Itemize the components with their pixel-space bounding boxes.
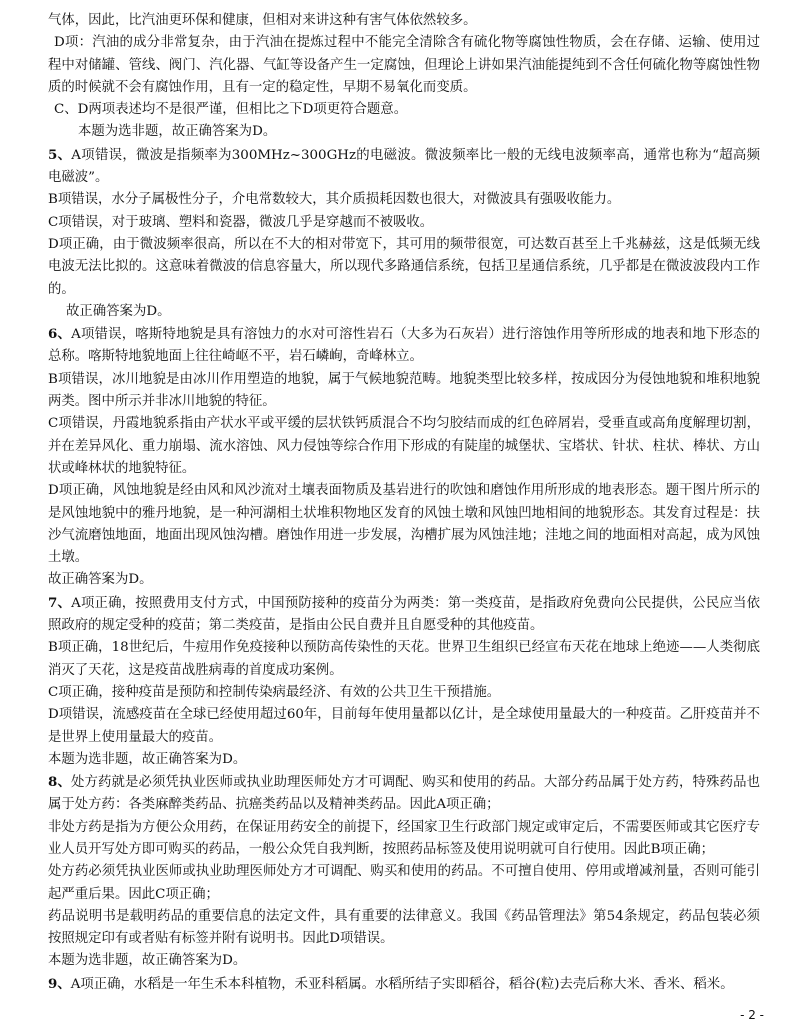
paragraph: [48, 682, 760, 704]
paragraph: [48, 771, 760, 817]
paragraph-text: C项错误，对于玻璃、塑料和瓷器，微波几乎是穿越而不被吸收。: [48, 214, 434, 230]
paragraph: [48, 234, 760, 301]
paragraph-text: A项正确，按照费用支付方式，中国预防接种的疫苗分为两类：第一类疫苗，是指政府免费向公民提供，公民应当依照政府的规定受种的疫苗；第二类疫苗，是指由公民自费并且自愿受种的其他疫苗。: [48, 595, 760, 634]
paragraph-text: A项正确，水稻是一年生禾本科植物，禾亚科稻属。水稻所结子实即稻谷，稻谷(粒)去壳后称大米、香米、稻米。: [70, 976, 734, 992]
question-number: 6、: [48, 326, 72, 343]
paragraph-text: 气体，因此，比汽油更环保和健康，但相对来讲这种有害气体依然较多。: [48, 13, 477, 28]
paragraph-text: B项正确，18世纪后，牛痘用作免疫接种以预防高传染性的天花。世界卫生组织已经宣布天花在地球上绝迹——人类彻底消灭了天花，这是疫苗战胜病毒的首度成功案例。: [48, 640, 760, 678]
paragraph: [48, 144, 760, 190]
paragraph-text: D项：汽油的成分非常复杂，由于汽油在提炼过程中不能完全清除含有硫化物等腐蚀性物质，会在存储、运输、使用过程中对储罐、管线、阀门、汽化器、气缸等设备产生一定腐蚀，但理论上讲如果汽油能提纯到不含任何硫化物等腐蚀性物质的时候就不会有腐蚀作用，且有一定的稳定性，早期不易氧化而变质。: [48, 35, 760, 95]
paragraph-text: C项正确，接种疫苗是预防和控制传染病最经济、有效的公共卫生干预措施。: [48, 684, 501, 700]
question-number: 9、: [48, 975, 71, 992]
paragraph: [48, 906, 760, 951]
paragraph: [48, 212, 760, 234]
paragraph: [48, 637, 760, 682]
page-number: - 2 -: [740, 1008, 764, 1022]
paragraph-text: B项错误，水分子属极性分子，介电常数较大，其介质损耗因数也很大，对微波具有强吸收能力。: [48, 192, 621, 208]
paragraph-text: A项错误，喀斯特地貌是具有溶蚀力的水对可溶性岩石（大多为石灰岩）进行溶蚀作用等所形成的地表和地下形态的总称。喀斯特地貌地面上往往崎岖不平，岩石嶙峋，奇峰林立。: [48, 327, 760, 365]
paragraph-text: D项正确，由于微波频率很高，所以在不大的相对带宽下，其可用的频带很宽，可达数百甚至上千兆赫兹，这是低频无线电波无法比拟的。这意味着微波的信息容量大，所以现代多路通信系统，包括卫星通信系统，几乎都是在微波波段内工作的。: [48, 236, 760, 297]
paragraph: [48, 861, 760, 906]
paragraph-text: 本题为选非题，故正确答案为D。: [78, 124, 277, 140]
paragraph: [48, 32, 760, 99]
paragraph-text: 本题为选非题，故正确答案为D。: [48, 953, 247, 969]
paragraph: [48, 323, 760, 369]
paragraph: [48, 950, 760, 972]
paragraph: [48, 369, 760, 414]
question-number: 5、: [48, 146, 72, 163]
paragraph: [48, 413, 760, 480]
paragraph: [48, 121, 760, 143]
paragraph: [48, 10, 760, 32]
paragraph-text: B项错误，冰川地貌是由冰川作用塑造的地貌，属于气候地貌范畴。地貌类型比较多样，按成因分为侵蚀地貌和堆积地貌两类。图中所示并非冰川地貌的特征。: [48, 371, 760, 410]
paragraph-text: 故正确答案为D。: [48, 572, 153, 588]
paragraph-text: 非处方药是指为方便公众用药，在保证用药安全的前提下，经国家卫生行政部门规定或审定后，不需要医师或其它医疗专业人员开写处方即可购买的药品，一般公众凭自我判断，按照药品标签及使用说明就可自行使用。因此B项正确；: [48, 819, 760, 857]
paragraph: [48, 569, 760, 591]
paragraph: [48, 301, 760, 323]
question-number: 7、: [48, 594, 72, 611]
paragraph-text: C项错误，丹霞地貌系指由产状水平或平缓的层状铁钙质混合不均匀胶结而成的红色碎屑岩，受垂直或高角度解理切割，并在差异风化、重力崩塌、流水溶蚀、风力侵蚀等综合作用下形成的有陡崖的城堡状、宝塔状、针状、柱状、棒状、方山状或峰林状的地貌特征。: [48, 416, 760, 476]
paragraph: [48, 99, 760, 121]
paragraph: [48, 189, 760, 211]
paragraph-text: 处方药就是必须凭执业医师或执业助理医师处方才可调配、购买和使用的药品。大部分药品属于处方药，特殊药品也属于处方药：各类麻醉类药品、抗癌类药品以及精神类药品。因此A项正确；: [48, 775, 760, 813]
paragraph-text: D项正确，风蚀地貌是经由风和风沙流对土壤表面物质及基岩进行的吹蚀和磨蚀作用所形成的地表形态。题干图片所示的是风蚀地貌中的雅丹地貌，是一种河湖相土状堆积物地区发育的风蚀土墩和风蚀凹地相间的地貌形态。其发育过程是：扶沙气流磨蚀地面，地面出现风蚀沟槽。磨蚀作用进一步发展，沟槽扩展为风蚀洼地；洼地之间的地面相对高起，成为风蚀土墩。: [48, 483, 760, 566]
paragraph-text: 处方药必须凭执业医师或执业助理医师处方才可调配、购买和使用的药品。不可擅自使用、停用或增减剂量，否则可能引起严重后果。因此C项正确；: [48, 864, 760, 902]
paragraph: [48, 817, 760, 862]
paragraph-text: 药品说明书是载明药品的重要信息的法定文件，具有重要的法律意义。我国《药品管理法》第54条规定，药品包装必须按照规定印有或者贴有标签并附有说明书。因此D项错误。: [48, 908, 760, 947]
paragraph-text: C、D两项表述均不是很严谨，但相比之下D项更符合题意。: [54, 102, 408, 118]
question-number: 8、: [48, 774, 71, 791]
paragraph-text: 故正确答案为D。: [66, 303, 171, 319]
paragraph-text: D项错误，流感疫苗在全球已经使用超过60年，目前每年使用量都以亿计，是全球使用量最大的一种疫苗。乙肝疫苗并不是世界上使用量最大的疫苗。: [48, 707, 760, 745]
paragraph: [48, 704, 760, 749]
paragraph-text: A项错误，微波是指频率为300MHz~300GHz的电磁波。微波频率比一般的无线电波频率高，通常也称为“超高频电磁波”。: [48, 147, 760, 186]
paragraph: [48, 973, 760, 996]
document-body: [48, 10, 760, 996]
paragraph: [48, 480, 760, 569]
paragraph-text: 本题为选非题，故正确答案为D。: [48, 751, 247, 767]
paragraph: [48, 749, 760, 771]
paragraph: [48, 592, 760, 638]
